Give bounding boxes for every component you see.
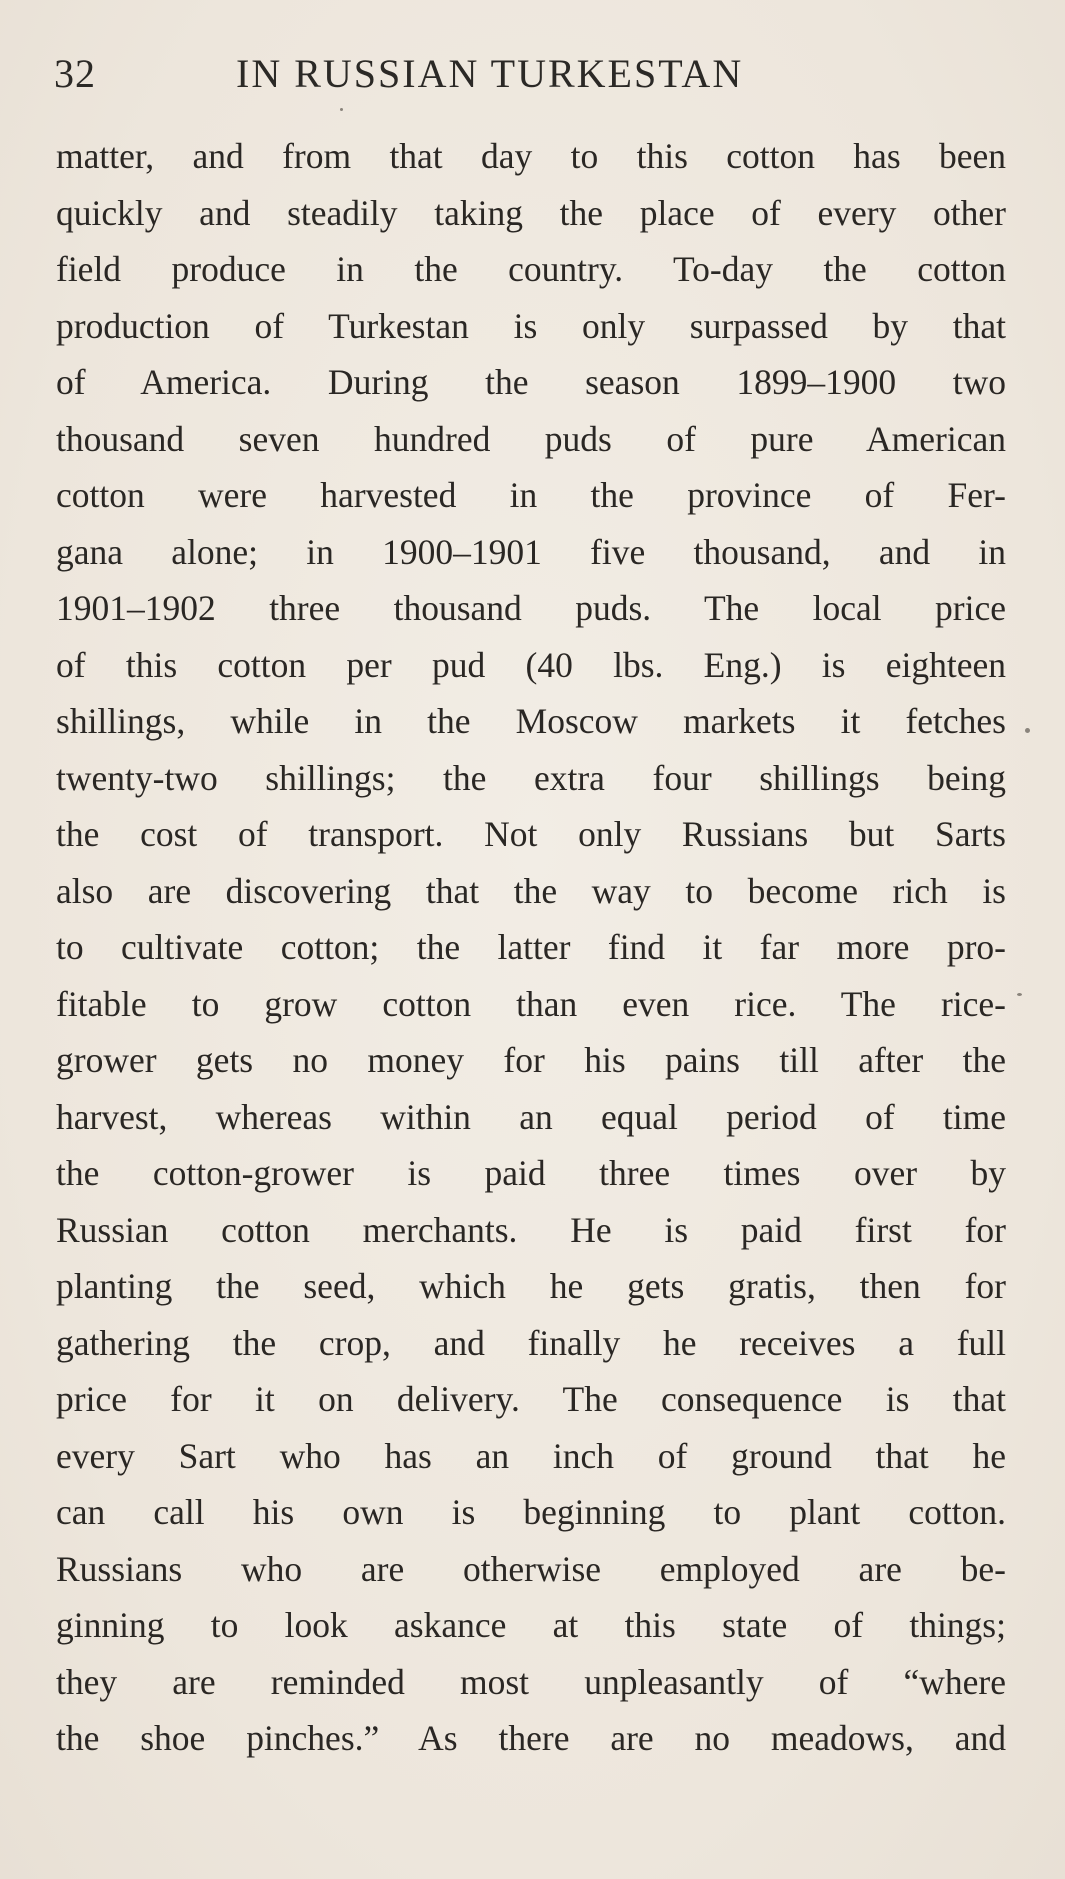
text-line: field produce in the country. To-day the cotton — [56, 249, 1006, 289]
text-line: 1901–1902 three thousand puds. The local price — [56, 588, 1006, 628]
text-line: every Sart who has an inch of ground that he — [56, 1435, 1006, 1476]
text-line: fitable to grow cotton than even rice. The rice- — [56, 983, 1006, 1024]
text-line: Russian cotton merchants. He is paid first for — [56, 1209, 1006, 1250]
text-line: grower gets no money for his pains till after the — [56, 1040, 1006, 1080]
text-line: they are reminded most unpleasantly of “where — [56, 1661, 1006, 1702]
text-line: thousand seven hundred puds of pure American — [56, 418, 1006, 459]
text-line: gathering the crop, and finally he receives a full — [56, 1322, 1006, 1363]
text-line: the cost of transport. Not only Russians but Sarts — [56, 814, 1006, 854]
text-line: can call his own is beginning to plant cotton. — [56, 1492, 1006, 1532]
text-line: also are discovering that the way to become rich is — [56, 870, 1006, 911]
text-line: harvest, whereas within an equal period of time — [56, 1096, 1006, 1137]
text-line: planting the seed, which he gets gratis, then for — [56, 1266, 1006, 1306]
text-line: of this cotton per pud (40 lbs. Eng.) is eighteen — [56, 644, 1006, 685]
running-head — [54, 44, 1014, 104]
text-line: twenty-two shillings; the extra four shillings being — [56, 757, 1006, 798]
text-line: quickly and steadily taking the place of every other — [56, 192, 1006, 233]
text-line: matter, and from that day to this cotton has been — [56, 136, 1006, 176]
text-line: the shoe pinches.” As there are no meadows, and — [56, 1718, 1006, 1758]
paper-speck — [340, 108, 343, 111]
running-title: IN RUSSIAN TURKESTAN — [236, 51, 744, 96]
text-line: gana alone; in 1900–1901 five thousand, and in — [56, 531, 1006, 572]
text-line: to cultivate cotton; the latter find it far more pro- — [56, 927, 1006, 967]
text-line: the cotton-grower is paid three times over by — [56, 1153, 1006, 1193]
text-line: cotton were harvested in the province of Fer- — [56, 475, 1006, 515]
text-line: ginning to look askance at this state of things; — [56, 1605, 1006, 1645]
text-line: production of Turkestan is only surpassed by that — [56, 305, 1006, 346]
body-text — [56, 128, 1006, 1767]
text-line: Russians who are otherwise employed are be- — [56, 1548, 1006, 1589]
text-line: shillings, while in the Moscow markets it fetches — [56, 701, 1006, 741]
page-number: 32 — [54, 51, 96, 96]
text-line: of America. During the season 1899–1900 two — [56, 362, 1006, 402]
paper-speck — [1025, 728, 1030, 733]
paper-speck — [1017, 993, 1022, 996]
text-line: price for it on delivery. The consequence is that — [56, 1379, 1006, 1419]
